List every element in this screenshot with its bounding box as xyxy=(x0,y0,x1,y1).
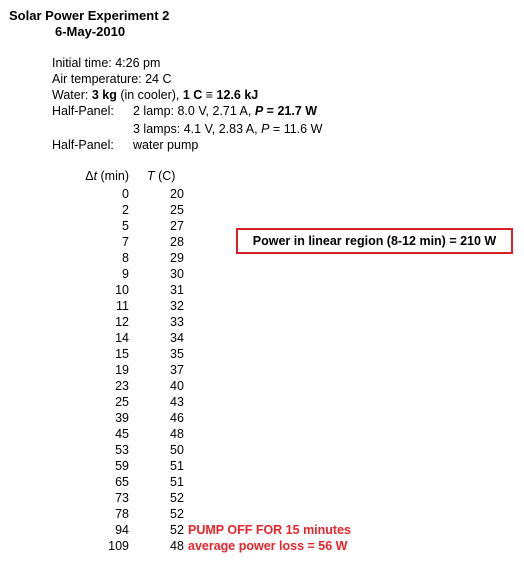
temperature-cell: 30 xyxy=(170,267,184,281)
temperature-cell: 33 xyxy=(170,315,184,329)
temperature-cell: 48 xyxy=(170,427,184,441)
air-temperature-line: Air temperature: 24 C xyxy=(52,72,172,86)
lamp2-power-symbol: P xyxy=(254,104,264,118)
lamp3-power-value: = 11.6 W xyxy=(269,122,323,136)
lamp2-power-value: = 21.7 W xyxy=(263,104,318,118)
elapsed-time-cell: 11 xyxy=(116,299,129,313)
elapsed-time-cell: 0 xyxy=(122,187,129,201)
temperature-cell: 51 xyxy=(170,475,184,489)
elapsed-time-cell: 15 xyxy=(115,347,129,361)
elapsed-time-cell: 5 xyxy=(122,219,129,233)
delta-symbol: Δ xyxy=(85,169,94,183)
time-unit: (min) xyxy=(97,169,129,183)
temperature-cell: 43 xyxy=(170,395,184,409)
half-panel-label: Half-Panel: xyxy=(52,138,114,152)
row-note: average power loss = 56 W xyxy=(188,539,348,553)
half-panel-lamp2-line xyxy=(52,103,318,119)
temperature-cell: 29 xyxy=(170,251,184,265)
elapsed-time-cell: 94 xyxy=(115,523,129,537)
temperature-cell: 52 xyxy=(170,523,184,537)
column-header-temperature xyxy=(147,168,175,184)
elapsed-time-cell: 109 xyxy=(108,539,129,553)
elapsed-time-cell: 9 xyxy=(122,267,129,281)
elapsed-time-cell: 12 xyxy=(115,315,129,329)
time-variable: t xyxy=(93,169,98,183)
power-linear-region-box: Power in linear region (8-12 min) = 210 W xyxy=(236,228,513,254)
elapsed-time-cell: 53 xyxy=(115,443,129,457)
temperature-cell: 48 xyxy=(170,539,184,553)
initial-time-line: Initial time: 4:26 pm xyxy=(52,56,161,70)
temperature-cell: 46 xyxy=(170,411,184,425)
lamp3-power-symbol: P xyxy=(261,122,270,136)
temperature-cell: 40 xyxy=(170,379,184,393)
elapsed-time-cell: 39 xyxy=(115,411,129,425)
column-header-time xyxy=(60,168,129,184)
elapsed-time-cell: 19 xyxy=(115,363,129,377)
half-panel-label: Half-Panel: xyxy=(52,104,114,118)
elapsed-time-cell: 65 xyxy=(115,475,129,489)
temperature-cell: 37 xyxy=(170,363,184,377)
water-equivalence: 1 C ≡ 12.6 kJ xyxy=(182,88,259,102)
water-mid-text: (in cooler), xyxy=(116,88,183,102)
temperature-cell: 50 xyxy=(170,443,184,457)
elapsed-time-cell: 14 xyxy=(115,331,129,345)
elapsed-time-cell: 2 xyxy=(122,203,129,217)
lamp2-measurement xyxy=(133,103,317,119)
water-mass: 3 kg xyxy=(91,88,117,102)
temperature-cell: 52 xyxy=(170,491,184,505)
elapsed-time-cell: 59 xyxy=(115,459,129,473)
water-line xyxy=(52,87,258,103)
temperature-cell: 31 xyxy=(170,283,184,297)
elapsed-time-cell: 7 xyxy=(122,235,129,249)
temperature-unit: (C) xyxy=(154,169,176,183)
temperature-cell: 20 xyxy=(170,187,184,201)
elapsed-time-cell: 73 xyxy=(115,491,129,505)
temperature-cell: 25 xyxy=(170,203,184,217)
temperature-cell: 52 xyxy=(170,507,184,521)
elapsed-time-cell: 23 xyxy=(115,379,129,393)
temperature-variable: T xyxy=(147,169,155,183)
elapsed-time-cell: 45 xyxy=(115,427,129,441)
half-panel-pump-line xyxy=(52,137,199,153)
temperature-cell: 34 xyxy=(170,331,184,345)
elapsed-time-cell: 78 xyxy=(115,507,129,521)
temperature-cell: 32 xyxy=(170,299,184,313)
elapsed-time-cell: 10 xyxy=(115,283,129,297)
document-title: Solar Power Experiment 2 xyxy=(9,8,170,23)
experiment-date: 6-May-2010 xyxy=(55,24,126,39)
temperature-cell: 35 xyxy=(170,347,184,361)
temperature-cell: 27 xyxy=(170,219,184,233)
elapsed-time-cell: 8 xyxy=(122,251,129,265)
water-label: Water: xyxy=(52,88,92,102)
temperature-cell: 28 xyxy=(170,235,184,249)
elapsed-time-cell: 25 xyxy=(115,395,129,409)
pump-text: water pump xyxy=(133,138,199,152)
lamp3-measurement xyxy=(133,121,322,137)
temperature-cell: 51 xyxy=(170,459,184,473)
lamp2-text: 2 lamp: 8.0 V, 2.71 A, xyxy=(133,104,255,118)
lamp3-text: 3 lamps: 4.1 V, 2.83 A, xyxy=(133,122,262,136)
row-note: PUMP OFF FOR 15 minutes xyxy=(188,523,351,537)
